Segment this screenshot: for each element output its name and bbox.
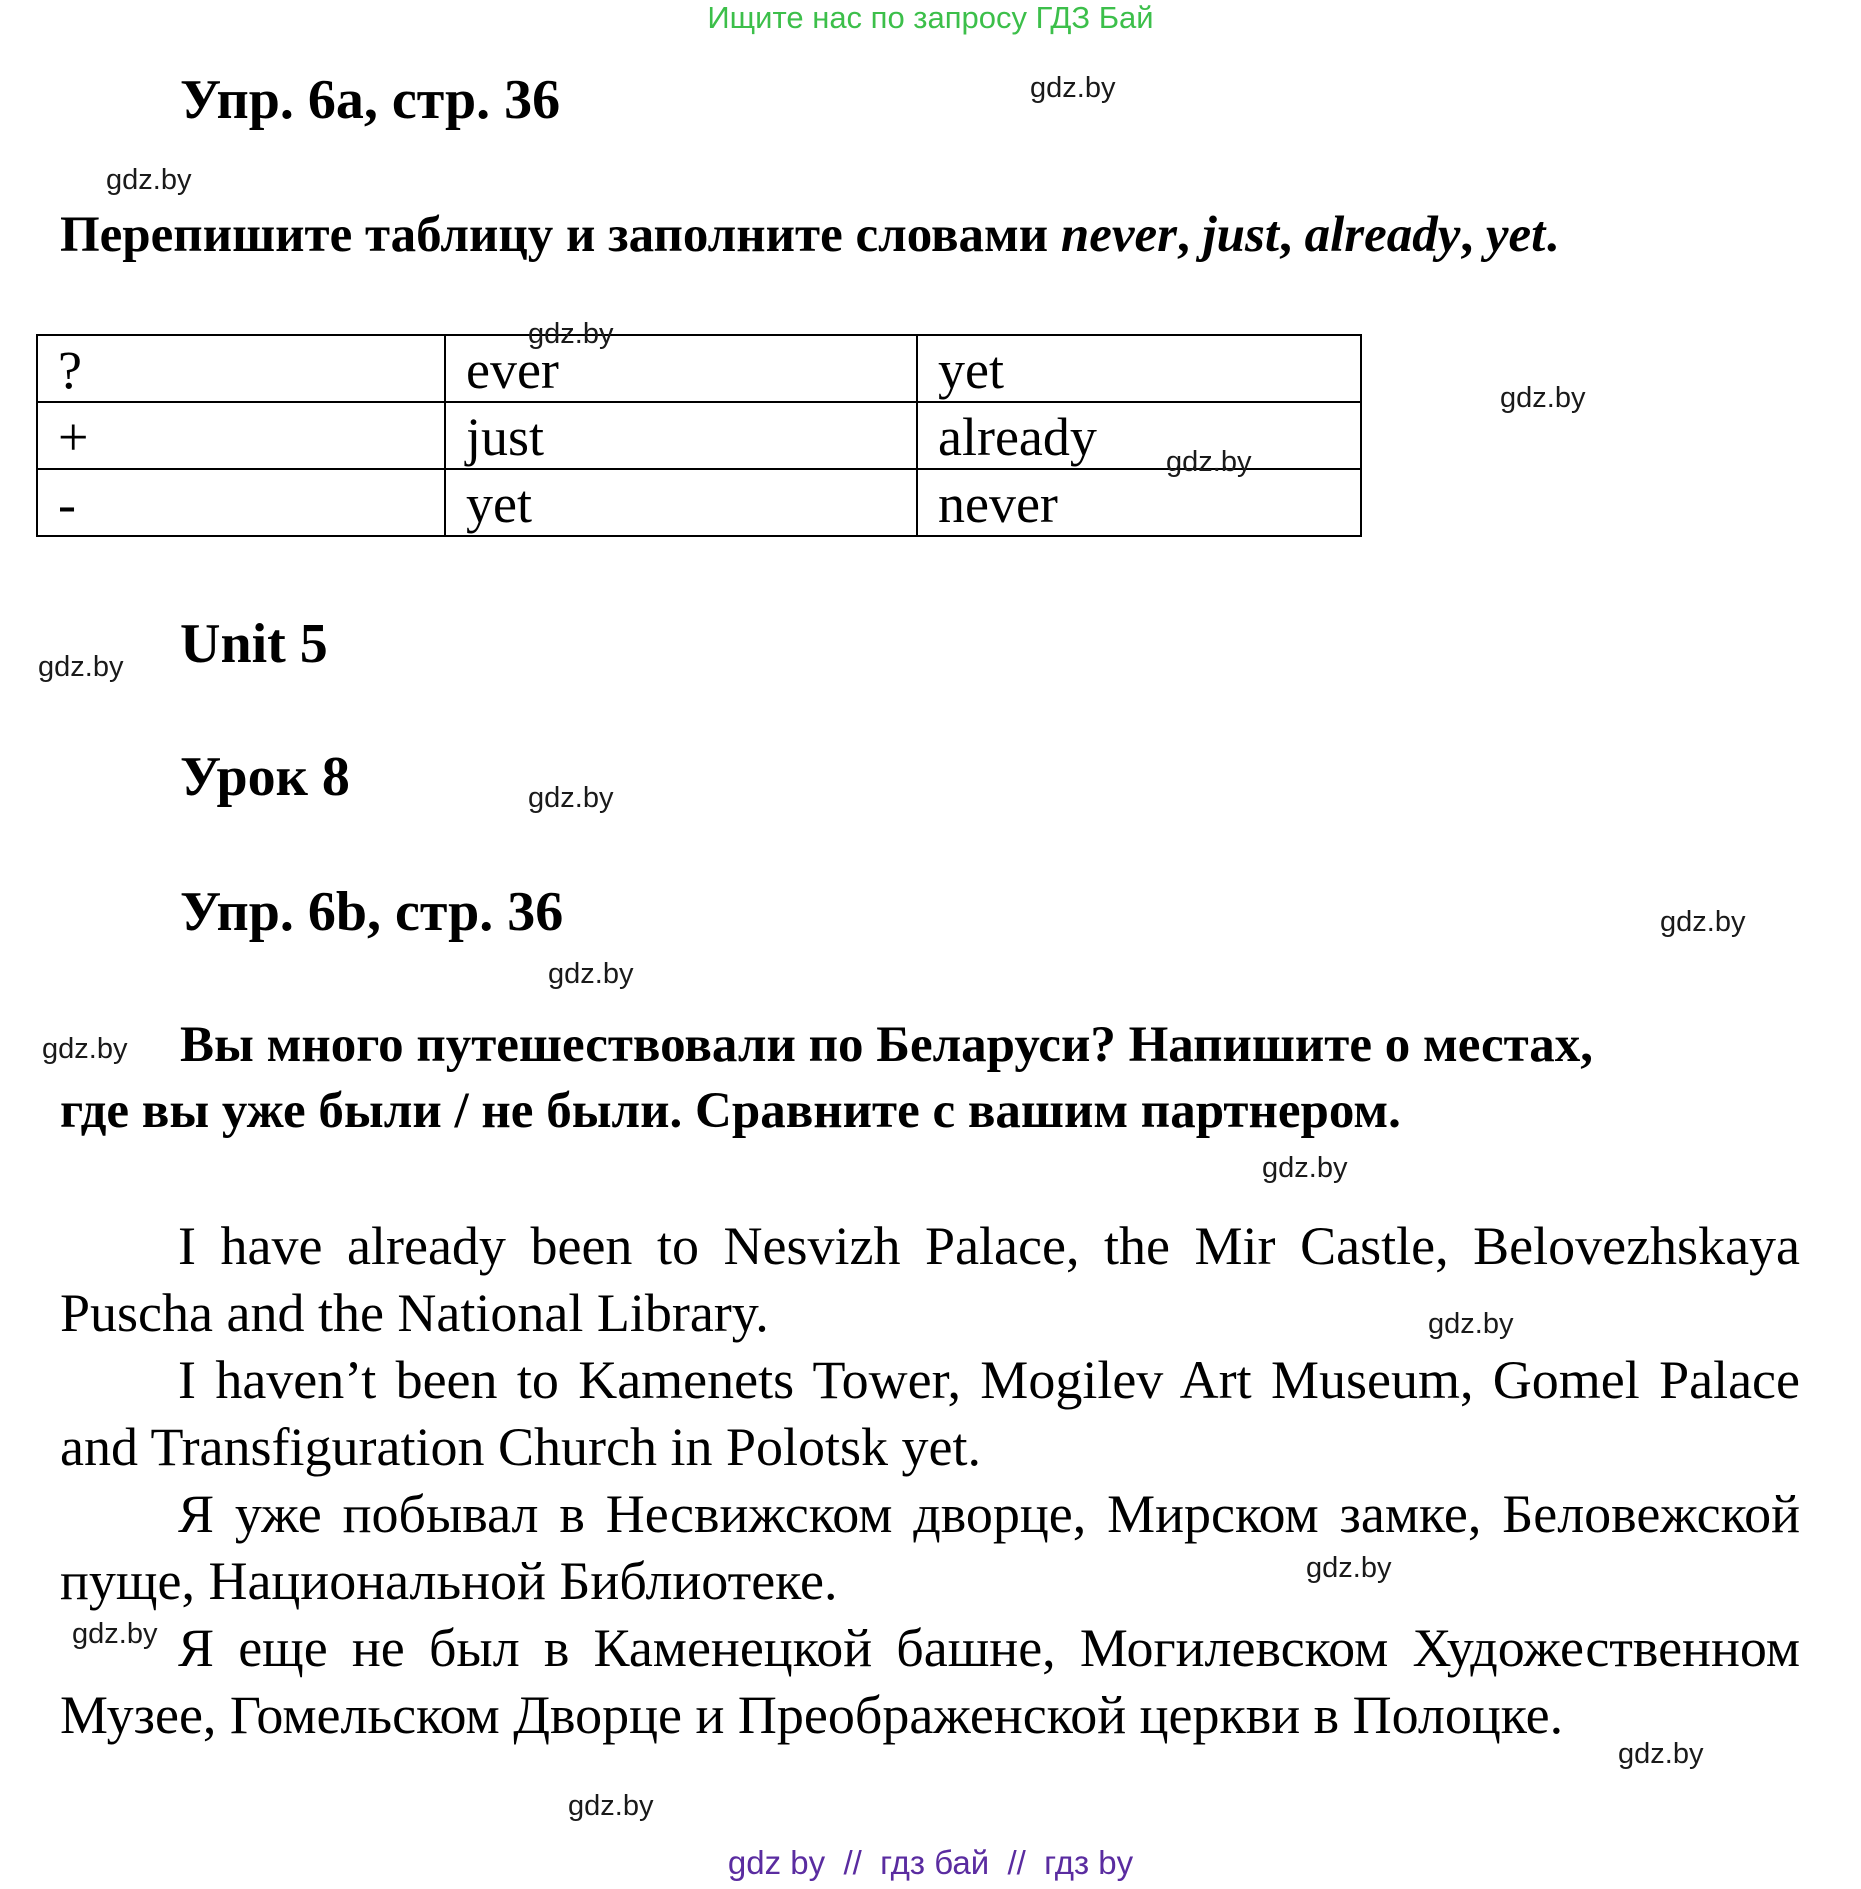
task-prefix: Перепишите таблицу и заполните словами: [60, 207, 1061, 263]
watermark: gdz.by: [1306, 1552, 1392, 1584]
task-sep: ,: [1460, 207, 1486, 263]
footer-links: gdz by // гдз бай // гдз by: [727, 1844, 1134, 1881]
watermark: gdz.by: [72, 1618, 158, 1650]
watermark: gdz.by: [1262, 1152, 1348, 1184]
task-word-already: already: [1304, 207, 1461, 263]
word-table: [36, 334, 1362, 537]
watermark: gdz.by: [1166, 446, 1252, 478]
watermark: gdz.by: [528, 782, 614, 814]
paragraph-text: I have already been to Nesvizh Palace, the Mir Castle, Belovezhskaya Puscha and the National Library.: [60, 1216, 1800, 1343]
watermark: gdz.by: [568, 1790, 654, 1822]
watermark: gdz.by: [42, 1033, 128, 1065]
table-cell: just: [445, 402, 917, 469]
watermark: gdz.by: [1428, 1308, 1514, 1340]
watermark: gdz.by: [1660, 906, 1746, 938]
task-word-never: never: [1060, 207, 1177, 263]
watermark: gdz.by: [1500, 382, 1586, 414]
answer-paragraph-ru-1: [60, 1481, 1800, 1615]
table-cell: already: [917, 402, 1361, 469]
watermark: gdz.by: [1030, 72, 1116, 104]
task-sep: ,: [1177, 207, 1203, 263]
paragraph-text: I haven’t been to Kamenets Tower, Mogilev Art Museum, Gomel Palace and Transfiguration Church in Polotsk yet.: [60, 1350, 1800, 1477]
answer-paragraph-ru-2: [60, 1615, 1800, 1749]
watermark: gdz.by: [106, 164, 192, 196]
table-cell: -: [37, 469, 445, 536]
table-cell: yet: [917, 335, 1361, 402]
paragraph-text: Я еще не был в Каменецкой башне, Могилевском Художественном Музее, Гомельском Дворце и Преображенской церкви в Полоцке.: [60, 1618, 1800, 1745]
exercise-6a-heading: Упр. 6a, стр. 36: [180, 69, 561, 131]
task-sep: ,: [1279, 207, 1305, 263]
table-row: [37, 402, 1361, 469]
exercise-6a-task: [60, 202, 1558, 268]
answer-paragraph-en-1: [60, 1213, 1800, 1347]
exercise-6b-task-line1: Вы много путешествовали по Беларуси? Напишите о местах,: [180, 1017, 1594, 1073]
top-banner: Ищите нас по запросу ГДЗ Бай: [707, 0, 1154, 35]
task-end: .: [1545, 207, 1559, 263]
table-cell: yet: [445, 469, 917, 536]
task-word-yet: yet: [1485, 207, 1546, 263]
lesson-heading: Урок 8: [180, 746, 350, 808]
watermark: gdz.by: [38, 651, 124, 683]
answer-paragraph-en-2: [60, 1347, 1800, 1481]
exercise-6b-task-line2: где вы уже были / не были. Сравните с вашим партнером.: [60, 1083, 1401, 1139]
table-cell: ?: [37, 335, 445, 402]
unit-heading: Unit 5: [180, 613, 328, 675]
watermark: gdz.by: [528, 318, 614, 350]
table-cell: +: [37, 402, 445, 469]
paragraph-text: Я уже побывал в Несвижском дворце, Мирском замке, Беловежской пуще, Национальной Библиотеке.: [60, 1484, 1800, 1611]
exercise-6b-heading: Упр. 6b, стр. 36: [180, 881, 564, 943]
task-word-just: just: [1202, 207, 1280, 263]
watermark: gdz.by: [548, 958, 634, 990]
table-row: [37, 469, 1361, 536]
table-cell: never: [917, 469, 1361, 536]
watermark: gdz.by: [1618, 1738, 1704, 1770]
table-cell: ever: [445, 335, 917, 402]
table-row: [37, 335, 1361, 402]
